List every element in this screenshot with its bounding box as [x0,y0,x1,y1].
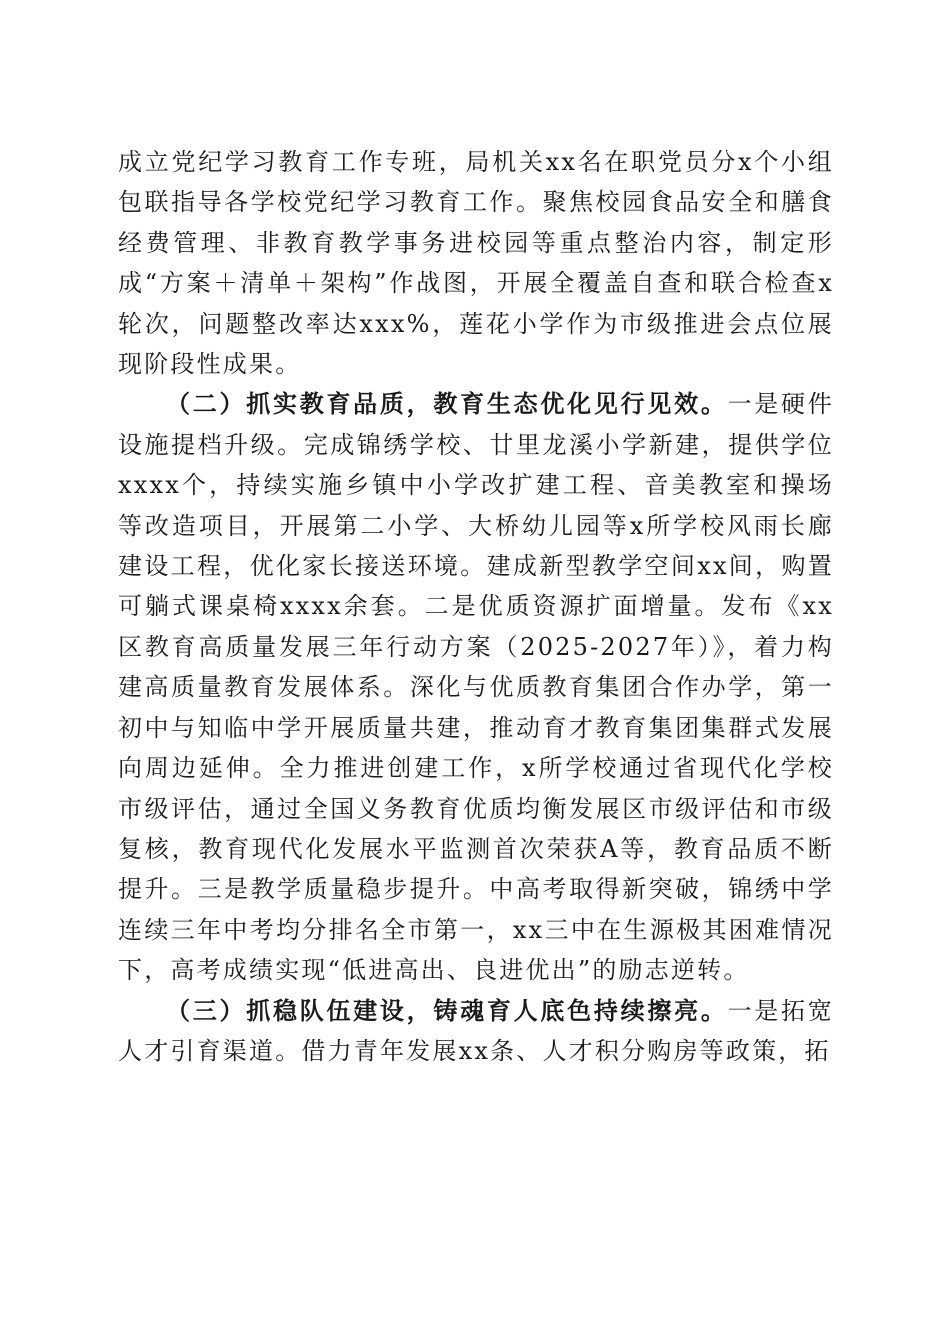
paragraph-text: 成立党纪学习教育工作专班，局机关xx名在职党员分x个小组包联指导各学校党纪学习教育工作。聚焦校园食品安全和膳食经费管理、非教育教学事务进校园等重点整治内容，制定形成“方案＋清单＋架构”作战图，开展全覆盖自查和联合检查x轮次，问题整改率达xxx%，莲花小学作为市级推进会点位展现阶段性成果。 [118,148,834,379]
paragraph-section-3 [118,991,834,1072]
document-body [118,142,834,1071]
section-heading-3: （三）抓稳队伍建设，铸魂育人底色持续擦亮。 [166,995,728,1025]
paragraph-continuation [118,142,834,384]
paragraph-section-2 [118,384,834,990]
paragraph-text: 一是硬件设施提档升级。完成锦绣学校、廿里龙溪小学新建，提供学位xxxx个，持续实施乡镇中小学改扩建工程、音美教室和操场等改造项目，开展第二小学、大桥幼儿园等x所学校风雨长廊建设工程，优化家长接送环境。建成新型教学空间xx间，购置可躺式课桌椅xxxx余套。二是优质资源扩面增量。发布《xx区教育高质量发展三年行动方案（2025-2027年）》，着力构建高质量教育发展体系。深化与优质教育集团合作办学，第一初中与知临中学开展质量共建，推动育才教育集团集群式发展向周边延伸。全力推进创建工作，x所学校通过省现代化学校市级评估，通过全国义务教育优质均衡发展区市级评估和市级复核，教育现代化发展水平监测首次荣获A等，教育品质不断提升。三是教学质量稳步提升。中高考取得新突破，锦绣中学连续三年中考均分排名全市第一，xx三中在生源极其困难情况下，高考成绩实现“低进高出、良进优出”的励志逆转。 [118,390,834,985]
section-heading-2: （二）抓实教育品质，教育生态优化见行见效。 [166,389,728,419]
paragraph-text: 一是拓宽人才引育渠道。借力青年发展xx条、人才积分购房等政策，拓 [118,996,834,1065]
